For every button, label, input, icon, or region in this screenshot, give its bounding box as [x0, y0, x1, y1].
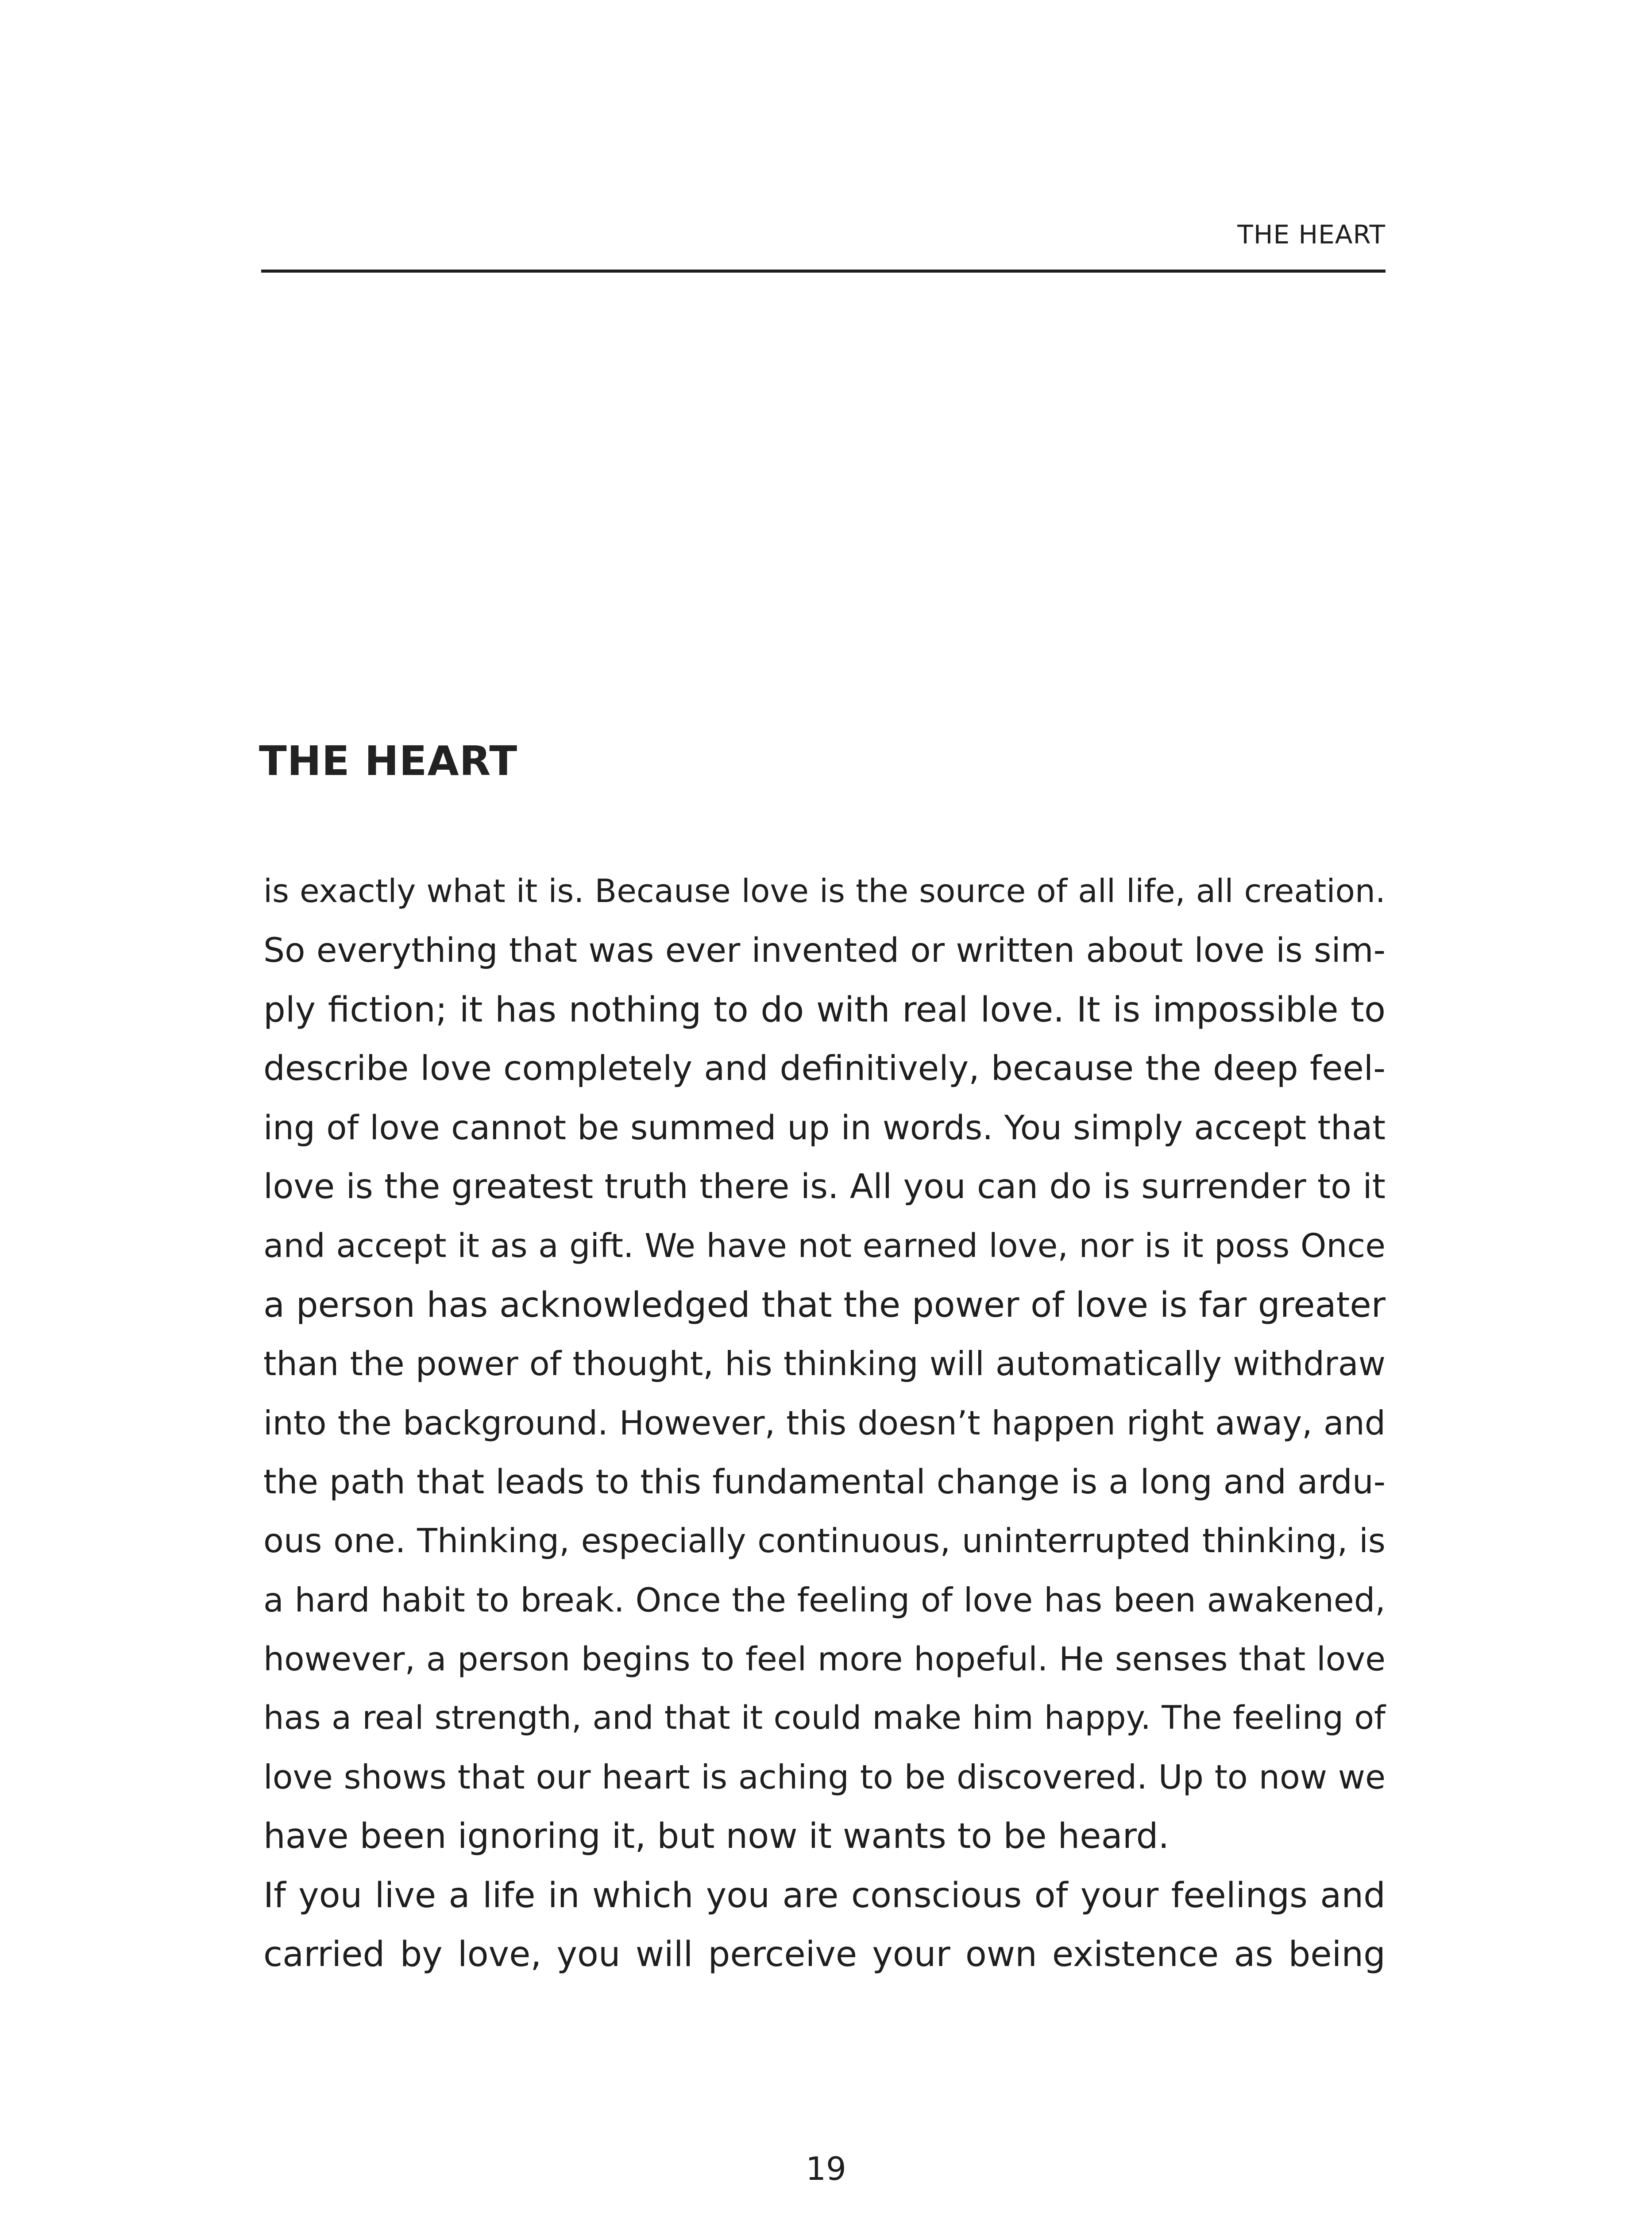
body-line: love shows that our heart is aching to be discovered. Up to now we: [263, 1758, 1386, 1797]
body-line: ing of love cannot be summed up in words. You simply accept that: [263, 1108, 1386, 1147]
body-line: If you live a life in which you are conscious of your feelings and: [263, 1874, 1386, 1916]
body-line: describe love completely and definitively, because the deep feel-: [263, 1049, 1386, 1089]
body-line: is exactly what it is. Because love is the source of all life, all creation.: [263, 873, 1386, 910]
body-line: into the background. However, this doesn’t happen right away, and: [263, 1403, 1386, 1442]
body-line: a person has acknowledged that the power of love is far greater: [263, 1284, 1386, 1325]
body-line: the path that leads to this fundamental change is a long and ardu-: [263, 1462, 1386, 1501]
body-line: ous one. Thinking, especially continuous, uninterrupted thinking, is: [263, 1521, 1386, 1561]
page-number: 19: [806, 2150, 846, 2187]
body-line: and accept it as a gift. We have not earned love, nor is it poss Once: [263, 1226, 1386, 1265]
body-text: [263, 862, 1386, 1984]
header-rule: [261, 270, 1386, 273]
chapter-title: THE HEART: [259, 737, 518, 785]
body-line: have been ignoring it, but now it wants to be heard.: [263, 1816, 1170, 1857]
body-line: has a real strength, and that it could make him happy. The feeling of: [263, 1699, 1386, 1737]
body-line: So everything that was ever invented or written about love is sim-: [263, 931, 1386, 970]
body-line: carried by love, you will perceive your own existence as being: [263, 1934, 1386, 1975]
body-line: however, a person begins to feel more hopeful. He senses that love: [263, 1640, 1386, 1679]
running-head: THE HEART: [1237, 220, 1386, 250]
body-line: than the power of thought, his thinking will automatically withdraw: [263, 1344, 1386, 1384]
body-line: ply fiction; it has nothing to do with real love. It is impossible to: [263, 989, 1386, 1030]
body-line: love is the greatest truth there is. All you can do is surrender to it: [263, 1167, 1386, 1207]
body-line: a hard habit to break. Once the feeling of love has been awakened,: [263, 1581, 1386, 1619]
